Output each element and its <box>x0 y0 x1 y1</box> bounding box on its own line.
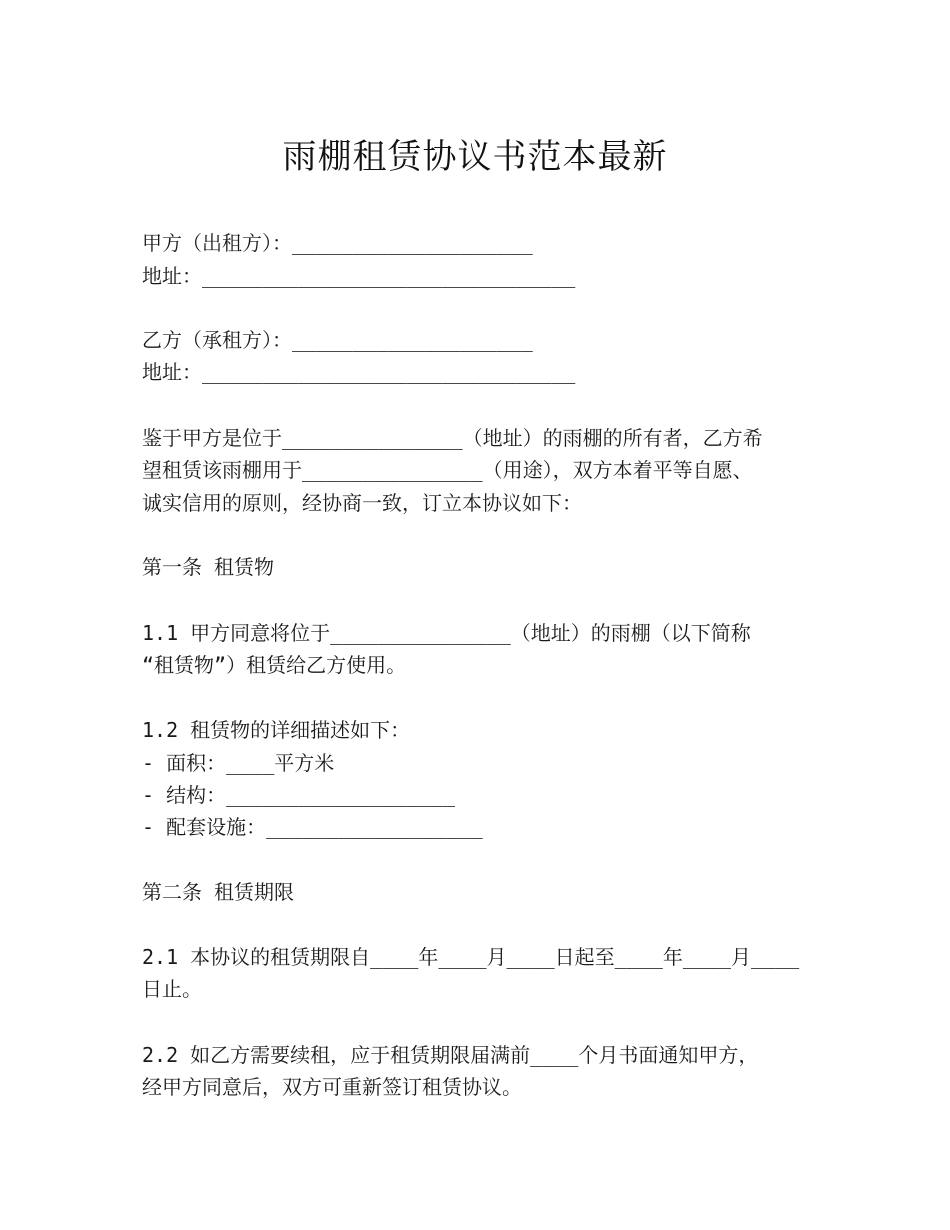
party-a-line: 甲方（出租方）：____________________ <box>142 231 533 255</box>
party-b-address-line: 地址：_______________________________ <box>142 360 576 384</box>
structure-item: - 结构：___________________ <box>142 783 455 807</box>
area-item: - 面积：____平方米 <box>142 751 335 775</box>
preamble-line-3: 诚实信用的原则，经协商一致，订立本协议如下： <box>142 491 582 515</box>
clause-2-2-line-2: 经甲方同意后，双方可重新签订租赁协议。 <box>142 1075 522 1099</box>
facilities-item: - 配套设施：__________________ <box>142 815 483 839</box>
clause-1-2-line: 1.2 租赁物的详细描述如下： <box>142 718 411 742</box>
preamble-line-2: 望租赁该雨棚用于_______________（用途），双方本着平等自愿、 <box>142 458 753 482</box>
clause-2-2-line-1: 2.2 如乙方需要续租，应于租赁期限届满前____个月书面通知甲方， <box>142 1043 759 1067</box>
document-title: 雨棚租赁协议书范本最新 <box>282 137 668 177</box>
clause-2-1-line-2: 日止。 <box>142 977 202 1001</box>
clause-2-1-line-1: 2.1 本协议的租赁期限自____年____月____日起至____年____月____ <box>142 945 800 969</box>
preamble-line-1: 鉴于甲方是位于_______________（地址）的雨棚的所有者，乙方希 <box>142 426 763 450</box>
party-b-line: 乙方（承租方）：____________________ <box>142 328 533 352</box>
article-2-heading: 第二条 租赁期限 <box>142 880 295 904</box>
party-a-address-line: 地址：_______________________________ <box>142 264 576 288</box>
clause-1-1-line-1: 1.1 甲方同意将位于_______________（地址）的雨棚（以下简称 <box>142 621 751 645</box>
article-1-heading: 第一条 租赁物 <box>142 555 275 579</box>
clause-1-1-line-2: “租赁物”）租赁给乙方使用。 <box>142 653 407 677</box>
